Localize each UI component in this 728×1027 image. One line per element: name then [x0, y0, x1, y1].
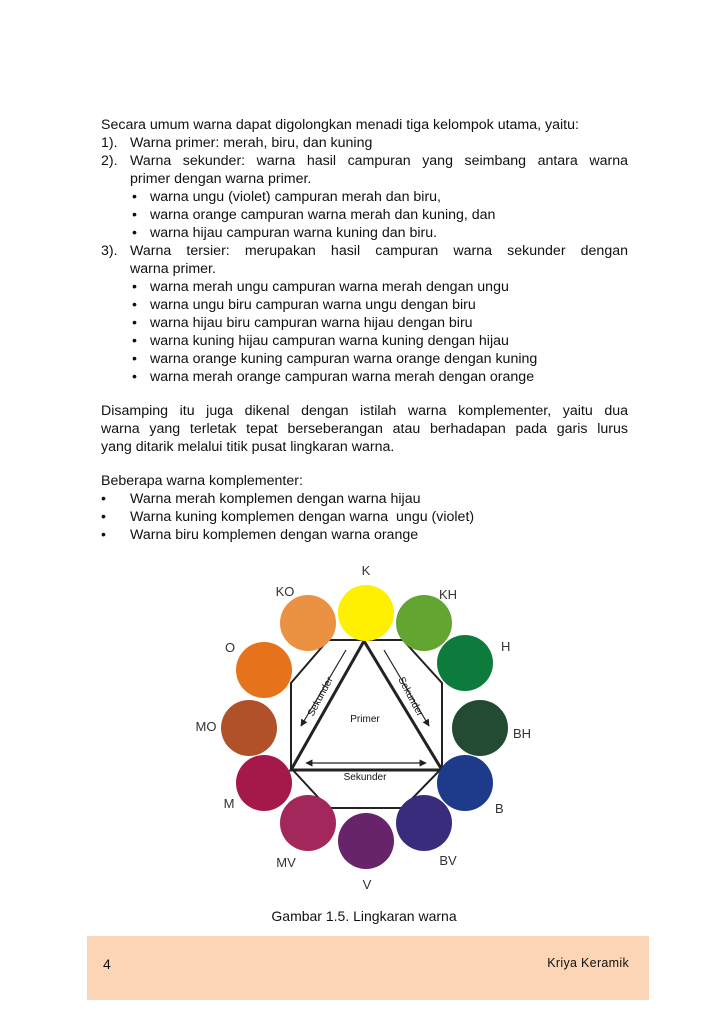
sub-bullet: • warna hijau campuran warna kuning dan biru. — [132, 225, 438, 241]
bullet-icon: • — [132, 207, 137, 223]
triangle-label-sekunder: Sekunder — [343, 772, 387, 783]
label-mv: MV — [276, 855, 296, 870]
sub-bullet: • warna merah orange campuran warna merah dengan orange — [132, 369, 535, 385]
label-k: K — [361, 563, 371, 578]
sub-bullet: • warna ungu biru campuran warna ungu dengan biru — [132, 297, 476, 313]
bullet-icon: • — [132, 189, 137, 205]
bullet-icon: • — [101, 527, 106, 543]
complement-heading: Beberapa warna komplementer: — [101, 473, 303, 489]
page-number: 4 — [103, 956, 111, 972]
complement-bullet: • Warna biru komplemen dengan warna orange — [101, 527, 419, 543]
swatch-o — [236, 642, 292, 698]
label-m: M — [223, 796, 235, 811]
label-bv: BV — [439, 853, 457, 868]
sub-bullet: • warna kuning hijau campuran warna kuning dengan hijau — [132, 333, 509, 349]
swatch-v — [338, 813, 394, 869]
bullet-icon: • — [132, 279, 137, 295]
color-wheel-figure — [186, 558, 546, 898]
label-bh: BH — [513, 726, 532, 741]
swatch-mv — [280, 795, 336, 851]
swatch-m — [236, 755, 292, 811]
intro-text: Secara umum warna dapat digolongkan menadi tiga kelompok utama, yaitu: — [101, 117, 579, 133]
side-label-left: Sekunder — [305, 675, 336, 719]
complement-bullet: • Warna merah komplemen dengan warna hijau — [101, 491, 421, 507]
swatch-h — [437, 635, 493, 691]
sub-bullet: • warna merah ungu campuran warna merah dengan ungu — [132, 279, 509, 295]
list-item-text: warna primer. — [130, 261, 216, 277]
swatch-ko — [280, 595, 336, 651]
swatch-b — [437, 755, 493, 811]
label-h: H — [501, 639, 511, 654]
body-text — [101, 116, 628, 544]
label-mo: MO — [195, 719, 217, 734]
bullet-icon: • — [132, 297, 137, 313]
sub-bullet: • warna hijau biru campuran warna hijau dengan biru — [132, 315, 473, 331]
label-o: O — [224, 640, 236, 655]
figure-caption: Gambar 1.5. Lingkaran warna — [271, 908, 457, 924]
triangle-label-primer: Primer — [350, 714, 380, 725]
swatch-mo — [221, 700, 277, 756]
complement-section — [101, 472, 628, 544]
label-b: B — [495, 801, 504, 816]
label-kh: KH — [438, 587, 458, 602]
complementer-paragraph: Disamping itu juga dikenal dengan istilah warna komplementer, yaitu dua warna yang terletak tepat berseberangan atau berhadapan pada garis lurus yang ditarik melalui titik pusat lingkaran warna. — [101, 403, 628, 455]
swatch-bh — [452, 700, 508, 756]
bullet-icon: • — [101, 491, 106, 507]
bullet-icon: • — [132, 351, 137, 367]
swatch-bv — [396, 795, 452, 851]
list-item-primer — [101, 134, 628, 152]
bullet-icon: • — [132, 225, 137, 241]
list-item-text: primer dengan warna primer. — [130, 171, 312, 187]
bullet-icon: • — [132, 333, 137, 349]
list-number: 3). — [101, 243, 118, 259]
sub-bullet: • warna ungu (violet) campuran merah dan biru, — [132, 189, 441, 205]
complement-bullet: • Warna kuning komplemen dengan warna ungu (violet) — [101, 509, 475, 525]
list-item-sekunder — [101, 152, 628, 188]
bullet-icon: • — [132, 369, 137, 385]
book-title: Kriya Keramik — [547, 956, 629, 970]
label-ko: KO — [275, 584, 295, 599]
list-number: 1). — [101, 135, 118, 151]
swatch-k — [338, 585, 394, 641]
side-label-right: Sekunder — [395, 675, 426, 719]
list-number: 2). — [101, 153, 118, 169]
bullet-icon: • — [101, 509, 106, 525]
bullet-icon: • — [132, 315, 137, 331]
sub-bullet: • warna orange kuning campuran warna orange dengan kuning — [132, 351, 538, 367]
list-item-text: Warna primer: merah, biru, dan kuning — [130, 135, 373, 151]
swatch-kh — [396, 595, 452, 651]
page-footer — [87, 936, 649, 1000]
list-item-text: Warna tersier: merupakan hasil campuran warna sekunder dengan — [130, 243, 628, 259]
sub-bullet: • warna orange campuran warna merah dan kuning, dan — [132, 207, 496, 223]
list-item-text: Warna sekunder: warna hasil campuran yang seimbang antara warna — [130, 153, 628, 169]
label-v: V — [362, 877, 372, 892]
list-item-tersier — [101, 242, 628, 278]
